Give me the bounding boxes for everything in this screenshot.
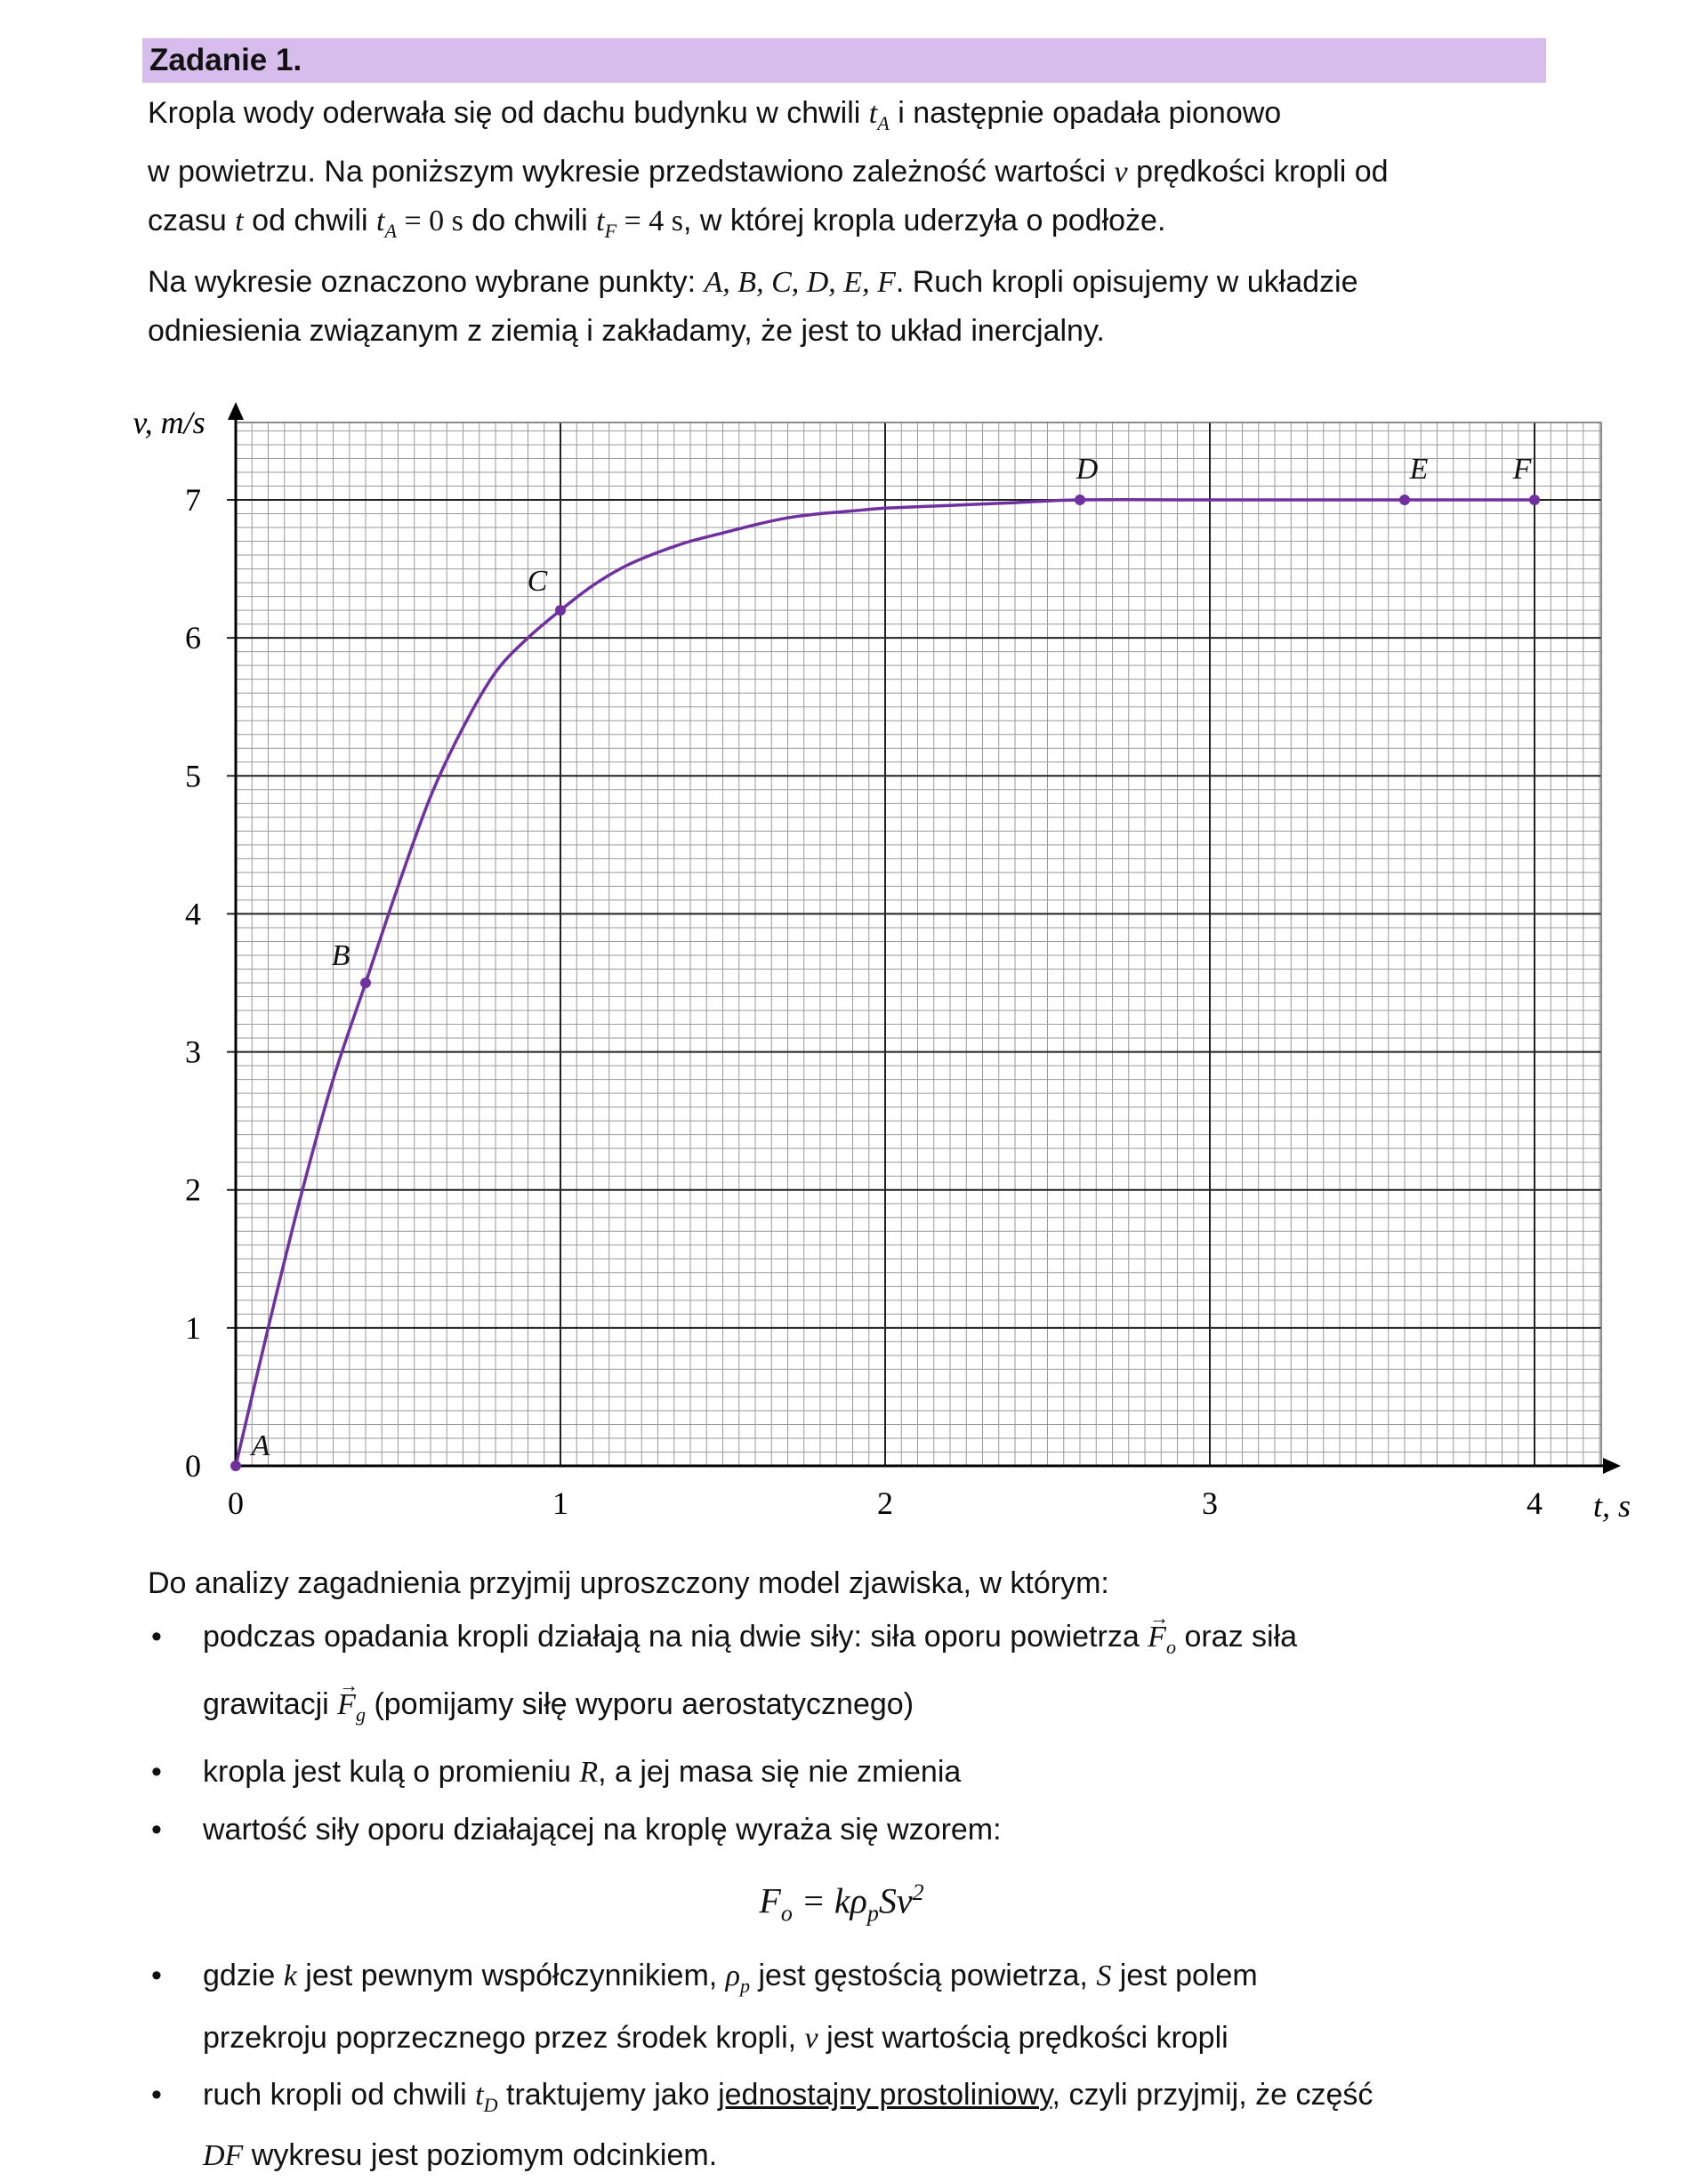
sub-o: o (1165, 1635, 1176, 1658)
y-axis-arrow (228, 402, 244, 420)
p1-text: od chwili (243, 203, 376, 237)
sub-A: A (384, 219, 397, 242)
sub-p: p (739, 1974, 751, 1997)
sub-g: g (355, 1702, 366, 1726)
var-t: t (235, 204, 244, 237)
var-rho: ρ (725, 1959, 740, 1992)
underlined-term: jednostajny prostoliniowy (718, 2077, 1052, 2112)
bullet-forces-line-2 (203, 1676, 1571, 1743)
bullet-motion-line-1 (203, 2070, 1571, 2130)
var-v: v (1114, 155, 1128, 189)
sub-p: p (866, 1899, 879, 1926)
x-axis-label: t, s (1592, 1488, 1631, 1524)
x-tick-label: 4 (1527, 1485, 1543, 1521)
point-F (1529, 495, 1540, 505)
x-tick-label: 2 (877, 1485, 893, 1521)
velocity-time-chart (0, 391, 1708, 1548)
expl-text: przekroju poprzecznego przez środek kropli, (203, 2020, 805, 2055)
task-paragraph-1 (148, 89, 1571, 255)
bullet-text: kropla jest kulą o promieniu (203, 1754, 580, 1789)
y-tick-label: 5 (185, 758, 201, 794)
task-paragraph-2 (148, 258, 1571, 356)
sub-A: A (877, 111, 890, 134)
p1-text: i następnie opadała pionowo (889, 96, 1282, 130)
expl-text: jest polem (1111, 1958, 1258, 1992)
var-v: v (804, 2021, 818, 2055)
var-tA (868, 97, 890, 134)
var-t: t (376, 204, 385, 237)
bullet-forces-line-1 (203, 1608, 1571, 1676)
eq-tA: = 0 s (396, 204, 463, 237)
bullet-text: (pomijamy siłę wyporu aerostatycznego) (366, 1686, 914, 1721)
bullet-forces (148, 1608, 1571, 1743)
p1-text: Kropla wody oderwała się od dachu budynku w chwili (148, 96, 869, 130)
point-label-E: E (1409, 453, 1429, 486)
segment-DF: DF (203, 2138, 244, 2172)
explanation-line-1 (203, 1950, 1571, 2012)
point-D (1075, 495, 1085, 505)
p2-line-1 (148, 258, 1571, 307)
sub-D: D (483, 2093, 498, 2116)
bullet-text: traktujemy jako (497, 2077, 719, 2112)
y-tick-label: 0 (185, 1448, 201, 1484)
model-section (148, 1558, 1571, 2181)
p1-text: w powietrzu. Na poniższym wykresie przedstawiono zależność wartości (148, 154, 1115, 189)
bullet-text: ruch kropli od chwili (203, 2077, 476, 2112)
sub-o: o (780, 1899, 793, 1926)
var-tD (475, 2078, 498, 2116)
expl-text: jest gęstością powietrza, (750, 1958, 1097, 1992)
points-list: A, B, C, D, E, F (704, 266, 896, 299)
bullet-sphere (148, 1743, 1571, 1801)
y-axis-label: v, m/s (133, 405, 205, 440)
var-F: F (337, 1687, 356, 1721)
point-label-C: C (527, 565, 548, 599)
var-k: k (283, 1959, 297, 1992)
y-tick-label: 3 (185, 1034, 201, 1070)
p2-text: Na wykresie oznaczono wybrane punkty: (148, 265, 705, 299)
var-tF (596, 204, 617, 242)
bullet-text: wykresu jest poziomym odcinkiem. (243, 2137, 718, 2172)
model-intro: Do analizy zagadnienia przyjmij uproszczony model zjawiska, w którym: (148, 1566, 1109, 1600)
bullet-text: , czyli przyjmij, że część (1051, 2077, 1374, 2112)
x-axis-arrow (1603, 1458, 1621, 1474)
task-header (142, 38, 1546, 83)
p1-text: do chwili (463, 203, 597, 237)
y-tick-label: 4 (185, 896, 201, 932)
var-F: F (1148, 1621, 1166, 1654)
expl-text: jest wartością prędkości kropli (818, 2020, 1229, 2055)
x-tick-label: 0 (228, 1485, 244, 1521)
task-title: Zadanie 1. (149, 43, 302, 77)
point-label-D: D (1076, 453, 1099, 486)
grid-minor (236, 423, 1601, 1466)
p1-text: prędkości kropli od (1127, 154, 1389, 189)
p1-text: czasu (148, 203, 236, 237)
p1-line-1 (148, 89, 1571, 148)
grid-major (227, 423, 1601, 1466)
point-A (230, 1461, 241, 1471)
vector-Fo (1148, 1609, 1176, 1676)
formula-rest: Sv (878, 1879, 913, 1920)
p1-line-2 (148, 148, 1571, 197)
axes (228, 402, 1621, 1474)
y-tick-label: 6 (185, 620, 201, 656)
var-F: F (759, 1879, 781, 1920)
expl-text: gdzie (203, 1958, 284, 1992)
x-tick-label: 3 (1202, 1485, 1218, 1521)
var-S: S (1096, 1959, 1112, 1992)
p2-text: . Ruch kropli opisujemy w układzie (895, 265, 1358, 299)
expl-text: jest pewnym współczynnikiem, (296, 1958, 726, 1992)
point-label-B: B (331, 939, 350, 972)
vector-Fg (337, 1677, 366, 1743)
bullet-text: podczas opadania kropli działają na nią dwie siły: siła oporu powietrza (203, 1620, 1148, 1654)
var-t: t (475, 2078, 484, 2112)
point-label-A: A (251, 1429, 270, 1462)
bullet-uniform-motion (148, 2070, 1571, 2181)
exponent: 2 (912, 1879, 924, 1905)
drag-formula (148, 1862, 1571, 1944)
y-tick-label: 7 (185, 482, 201, 518)
eq-tF: = 4 s (616, 204, 683, 237)
bullet-text: , a jej masa się nie zmienia (598, 1754, 962, 1789)
bullet-text: oraz siła (1176, 1620, 1298, 1654)
formula-eq: = kρ (792, 1879, 867, 1920)
x-tick-label: 1 (552, 1485, 568, 1521)
p2-line-2: odniesienia związanym z ziemią i zakładamy, że jest to układ inercjalny. (148, 314, 1105, 348)
point-E (1399, 495, 1410, 505)
p1-line-3 (148, 197, 1571, 255)
explanation-line-2 (203, 2012, 1571, 2064)
y-tick-label: 1 (185, 1309, 201, 1346)
var-tA (376, 204, 397, 242)
point-B (360, 978, 371, 988)
formula-explanation (148, 1950, 1571, 2064)
sub-F: F (604, 219, 617, 242)
y-tick-label: 2 (185, 1171, 201, 1208)
bullet-text: wartość siły oporu działającej na kroplę wyraża się wzorem: (203, 1812, 1002, 1847)
bullet-drag (148, 1801, 1571, 1858)
var-R: R (579, 1755, 599, 1789)
p1-text: , w której kropla uderzyła o podłoże. (683, 203, 1166, 237)
bullet-text: grawitacji (203, 1686, 338, 1721)
bullet-motion-line-2 (203, 2130, 1571, 2181)
var-t: t (596, 204, 605, 237)
point-C (555, 605, 566, 616)
var-t: t (868, 97, 878, 130)
point-label-F: F (1512, 453, 1532, 486)
